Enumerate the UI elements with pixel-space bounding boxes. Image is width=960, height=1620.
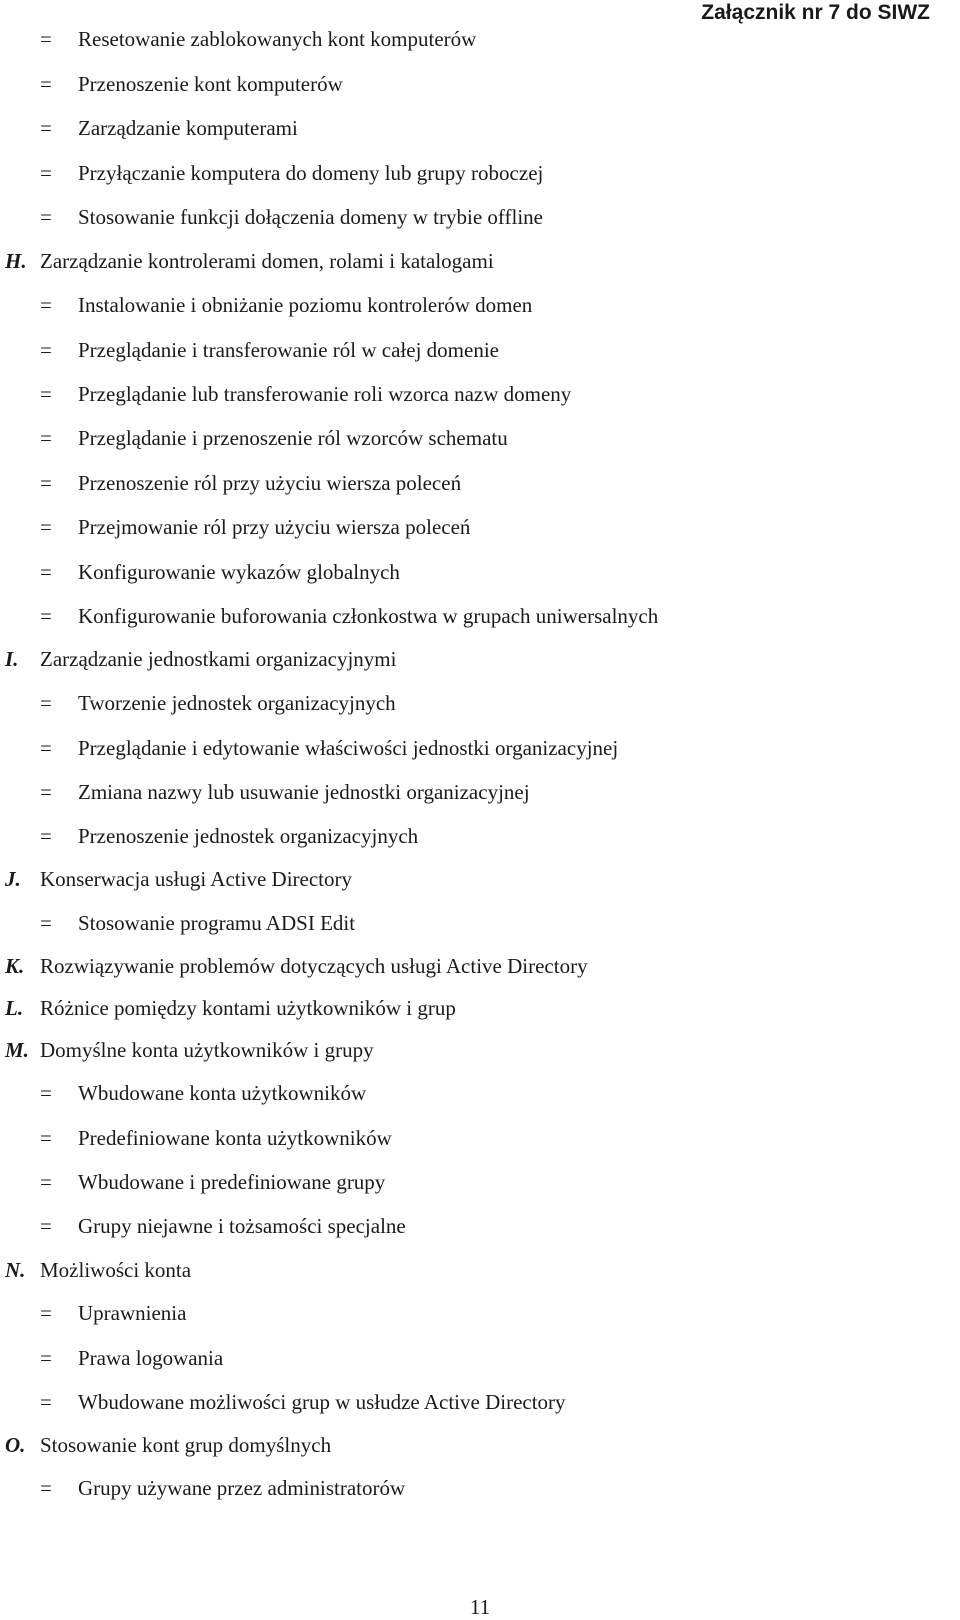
list-bullet: = [40,910,52,935]
section-title: Konserwacja usługi Active Directory [40,866,352,891]
list-bullet: = [40,779,52,804]
list-bullet: = [40,1169,52,1194]
list-bullet: = [40,115,52,140]
list-item-text: Konfigurowanie wykazów globalnych [78,559,400,584]
section-letter: N. [5,1257,26,1282]
section-title: Zarządzanie kontrolerami domen, rolami i katalogami [40,248,494,273]
section-title: Domyślne konta użytkowników i grupy [40,1037,374,1062]
list-bullet: = [40,1345,52,1370]
list-item-text: Uprawnienia [78,1300,187,1325]
list-item-text: Wbudowane możliwości grup w usłudze Active Directory [78,1389,566,1414]
list-item-text: Tworzenie jednostek organizacyjnych [78,690,396,715]
list-bullet: = [40,337,52,362]
attachment-header: Załącznik nr 7 do SIWZ [701,1,930,24]
list-bullet: = [40,1213,52,1238]
list-item-text: Przenoszenie kont komputerów [78,71,343,96]
section-letter: I. [5,646,19,671]
list-item-text: Przeglądanie i edytowanie właściwości jednostki organizacyjnej [78,735,619,760]
list-item-text: Przenoszenie jednostek organizacyjnych [78,823,419,848]
list-bullet: = [40,292,52,317]
list-item-text: Zarządzanie komputerami [78,115,298,140]
section-letter: J. [5,866,21,891]
list-item-text: Grupy używane przez administratorów [78,1475,406,1500]
list-item-text: Resetowanie zablokowanych kont komputerów [78,26,477,51]
list-item-text: Predefiniowane konta użytkowników [78,1125,392,1150]
page-number: 11 [469,1595,491,1619]
list-item-text: Przenoszenie ról przy użyciu wiersza poleceń [78,470,462,495]
section-letter: L. [5,995,24,1020]
list-bullet: = [40,1300,52,1325]
list-item-text: Przeglądanie lub transferowanie roli wzorca nazw domeny [78,381,572,406]
list-bullet: = [40,1125,52,1150]
section-letter: H. [5,248,27,273]
section-title: Możliwości konta [40,1257,192,1282]
list-item-text: Wbudowane i predefiniowane grupy [78,1169,386,1194]
list-item-text: Stosowanie funkcji dołączenia domeny w trybie offline [78,204,543,229]
list-item-text: Zmiana nazwy lub usuwanie jednostki organizacyjnej [78,779,530,804]
list-bullet: = [40,514,52,539]
list-bullet: = [40,71,52,96]
section-letter: M. [5,1037,29,1062]
list-bullet: = [40,1475,52,1500]
list-bullet: = [40,559,52,584]
list-bullet: = [40,690,52,715]
list-bullet: = [40,1080,52,1105]
list-bullet: = [40,26,52,51]
list-bullet: = [40,470,52,495]
list-item-text: Przyłączanie komputera do domeny lub grupy roboczej [78,160,544,185]
section-letter: K. [5,953,25,978]
list-bullet: = [40,381,52,406]
list-bullet: = [40,603,52,628]
section-letter: O. [5,1432,26,1457]
section-title: Stosowanie kont grup domyślnych [40,1432,332,1457]
list-item-text: Przejmowanie ról przy użyciu wiersza poleceń [78,514,471,539]
section-title: Różnice pomiędzy kontami użytkowników i grup [40,995,456,1020]
list-item-text: Prawa logowania [78,1345,224,1370]
list-item-text: Wbudowane konta użytkowników [78,1080,367,1105]
list-bullet: = [40,425,52,450]
list-item-text: Stosowanie programu ADSI Edit [78,910,356,935]
list-item-text: Przeglądanie i transferowanie ról w całej domenie [78,337,499,362]
list-item-text: Przeglądanie i przenoszenie ról wzorców schematu [78,425,508,450]
list-item-text: Grupy niejawne i tożsamości specjalne [78,1213,406,1238]
list-bullet: = [40,735,52,760]
section-title: Zarządzanie jednostkami organizacyjnymi [40,646,397,671]
list-bullet: = [40,823,52,848]
list-item-text: Instalowanie i obniżanie poziomu kontrolerów domen [78,292,533,317]
list-bullet: = [40,160,52,185]
list-bullet: = [40,1389,52,1414]
section-title: Rozwiązywanie problemów dotyczących usługi Active Directory [40,953,588,978]
list-bullet: = [40,204,52,229]
list-item-text: Konfigurowanie buforowania członkostwa w grupach uniwersalnych [78,603,659,628]
